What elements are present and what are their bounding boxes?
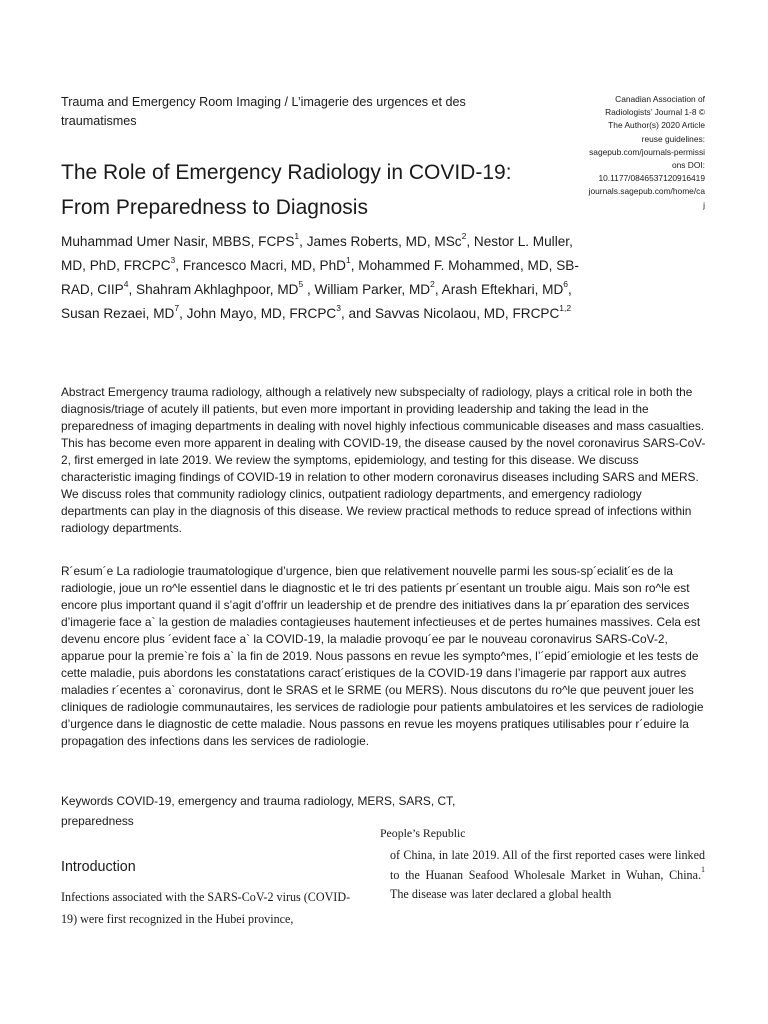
section-label: Trauma and Emergency Room Imaging / L’imagerie des urgences et des traumatismes [61, 95, 466, 128]
author-name: Francesco Macri, MD, PhD [182, 258, 346, 273]
journal-info [580, 93, 705, 212]
journal-info-line: sagepub.com/journals-permissi [589, 146, 705, 157]
body-text-run: of China, in late 2019. All of the first reported cases were linked to the Huanan Seafood Wholesale Market in Wuhan, China. [390, 848, 705, 882]
author-name: John Mayo, MD, FRCPC [186, 306, 337, 321]
affiliation-marker: 5 [298, 279, 304, 290]
body-text-right-column [390, 846, 705, 905]
journal-info-line: reuse guidelines: [641, 133, 705, 144]
author-separator: , [128, 282, 136, 297]
journal-info-line: The Author(s) 2020 Article [608, 120, 705, 131]
keywords: Keywords COVID-19, emergency and trauma radiology, MERS, SARS, CT, preparedness [61, 794, 456, 828]
journal-info-line: ons DOI: [671, 160, 705, 171]
affiliation-marker: 2 [430, 279, 435, 290]
author-name: William Parker, MD [314, 282, 431, 297]
citation-marker: 1 [701, 865, 705, 875]
author-separator: , [299, 234, 307, 249]
affiliation-marker: 1 [345, 255, 351, 266]
author-name: Nestor L. Muller, MD, PhD, FRCPC [61, 234, 573, 273]
journal-info-line: Canadian Association of [615, 94, 705, 104]
affiliation-marker: 1 [294, 231, 300, 242]
journal-info-line: 10.1177/0846537120916419 [598, 173, 705, 184]
author-name: Susan Rezaei, MD [61, 306, 175, 321]
author-name: James Roberts, MD, MSc [306, 234, 462, 249]
abstract-french: R´esum´e La radiologie traumatologique d’urgence, bien que relativement nouvelle parmi les sous-sp´ecialit´es de la radiologie, joue un ro^le essentiel dans le diagnostic et le tri des patients pr´esentant un trouble aigu. Mais son ro^le est encore plus important quand il s’agit d’offrir un leadership et de prendre des initiatives dans la pr´eparation des services d’imagerie face a` la gestion de maladies contagieuses hautement infectieuses et de pertes humaines massives. Cela est devenu encore plus ´evident face a` la COVID-19, la maladie provoqu´ee par le nouveau coronavirus SARS-CoV-2, apparue pour la premie`re fois a` la fin de 2019. Nous passons en revue les sympto^mes, l’´epid´emiologie et les tests de cette maladie, puis abordons les constatations caract´eristiques de la COVID-19 dans l’imagerie par rapport aux autres maladies r´ecentes a` coronavirus, dont le SRAS et le SRME (ou MERS). Nous discutons du ro^le que peuvent jouer les cliniques de radiologie communautaires, les services de radiologie pour patients ambulatoires et les services de radiologie d’urgence dans le diagnostic de cette maladie. Nous passons en revue les moyens pratiques utilisables pour r´eduire la propagation des infections dans les services de radiologie. [61, 564, 704, 748]
author-separator: , and [340, 306, 375, 321]
author-name: Shahram Akhlaghpoor, MD [136, 282, 299, 297]
author-separator: , [175, 258, 183, 273]
author-separator: , [434, 282, 442, 297]
author-name: Mohammed F. Mohammed, MD, SB-RAD, CIIP [61, 258, 579, 297]
abstract-english: Abstract Emergency trauma radiology, although a relatively new subspecialty of radiology, plays a critical role in both the diagnosis/triage of acutely ill patients, but even more important in providing leadership and taking the lead in the preparedness of imaging departments in dealing with novel highly infectious communicable diseases and mass casualties. This has become even more apparent in dealing with COVID-19, the disease caused by the novel coronavirus SARS-CoV-2, first emerged in late 2019. We review the symptoms, epidemiology, and testing for this disease. We discuss characteristic imaging findings of COVID-19 in relation to other modern coronavirus diseases including SARS and MERS. We discuss roles that community radiology clinics, outpatient radiology departments, and emergency radiology departments can play in the diagnosis of this disease. We review practical methods to reduce spread of infections within radiology departments. [61, 385, 706, 535]
section-heading-introduction: Introduction [61, 859, 136, 875]
journal-info-line: j [703, 199, 705, 210]
author-list [61, 230, 601, 326]
affiliation-marker: 6 [563, 279, 569, 290]
affiliation-marker: 3 [170, 255, 176, 266]
body-text-fragment: People’s Republic [380, 826, 466, 840]
affiliation-marker: 7 [174, 303, 180, 314]
journal-info-line: journals.sagepub.com/home/ca [588, 186, 705, 197]
author-separator: , [466, 234, 474, 249]
author-name: Muhammad Umer Nasir, MBBS, FCPS [61, 234, 295, 249]
body-text-run: The disease was later declared a global health [390, 887, 612, 901]
affiliation-marker: 1,2 [559, 303, 572, 314]
author-separator: , [179, 306, 187, 321]
author-separator: , [350, 258, 359, 273]
affiliation-marker: 3 [336, 303, 341, 314]
author-separator: , [303, 282, 315, 297]
author-name: Arash Eftekhari, MD [441, 282, 564, 297]
body-text-left-column: Infections associated with the SARS-CoV-2 virus (COVID-19) were first recognized in the Hubei province, [61, 890, 351, 926]
affiliation-marker: 2 [461, 231, 467, 242]
article-title: The Role of Emergency Radiology in COVID-19: From Preparedness to Diagnosis [61, 161, 512, 219]
author-name: Savvas Nicolaou, MD, FRCPC [374, 306, 560, 321]
affiliation-marker: 4 [123, 279, 129, 290]
author-separator: , [568, 282, 572, 297]
journal-info-line: Radiologists’ Journal 1-8 © [605, 107, 705, 118]
